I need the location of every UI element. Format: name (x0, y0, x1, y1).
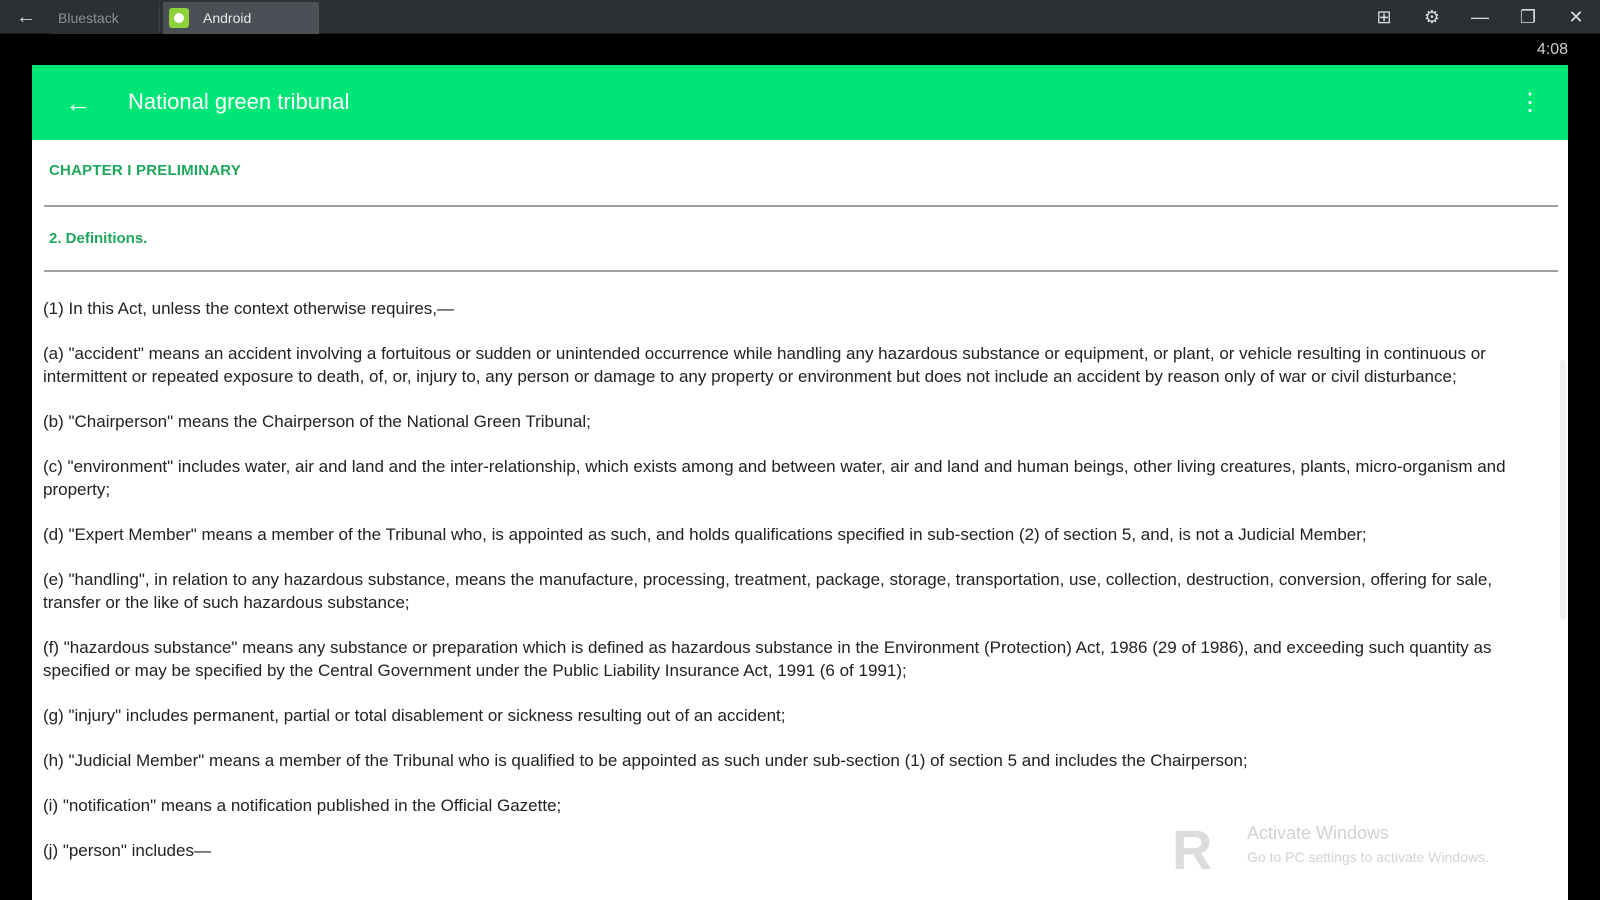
android-status-bar (0, 35, 1600, 65)
status-clock: 4:08 (1536, 41, 1568, 58)
gear-icon[interactable]: ⚙ (1423, 7, 1441, 27)
window-controls (1360, 0, 1600, 34)
close-icon[interactable]: ✕ (1568, 7, 1584, 27)
window-titlebar (0, 0, 1600, 34)
tab-bluestack[interactable] (50, 2, 160, 34)
paragraph: (h) "Judicial Member" means a member of the Tribunal who is qualified to be appointed as such under sub-section (1) of section 5 and includes the Chairperson; (43, 751, 1248, 770)
section-heading: 2. Definitions. (49, 230, 148, 247)
paragraph: (g) "injury" includes permanent, partial or total disablement or sickness resulting out of an accident; (43, 706, 786, 725)
back-arrow-icon[interactable]: ← (16, 6, 36, 28)
definitions-text (43, 297, 1543, 884)
tab-label: Android (203, 10, 252, 26)
watermark-logo-icon: R (1172, 818, 1213, 881)
watermark-subtitle: Go to PC settings to activate Windows. (1247, 849, 1489, 865)
back-arrow-icon[interactable]: ← (65, 88, 91, 118)
paragraph: (1) In this Act, unless the context otherwise requires,— (43, 299, 455, 318)
apps-grid-icon[interactable]: ⊞ (1376, 7, 1392, 27)
paragraph: (f) "hazardous substance" means any substance or preparation which is defined as hazardous substance in the Environment (Protection) Act, 1986 (29 of 1986), and exceeding such quantity as specified or may be specified by the Central Government under the Public Liability Insurance Act, 1991 (6 of 1991); (43, 638, 1492, 680)
restore-icon[interactable]: ❐ (1519, 7, 1537, 27)
overflow-menu-icon[interactable]: ⋮ (1518, 89, 1542, 116)
paragraph: (i) "notification" means a notification published in the Official Gazette; (43, 796, 562, 815)
app-toolbar (32, 65, 1568, 140)
chapter-heading: CHAPTER I PRELIMINARY (49, 162, 241, 179)
paragraph: (a) "accident" means an accident involving a fortuitous or sudden or unintended occurrence while handling any hazardous substance or equipment, or plant, or vehicle resulting in continuous or intermittent or repeated exposure to death, of, or, injury to, any person or damage to any property or environment but does not include an accident by reason only of war or civil disturbance; (43, 344, 1486, 386)
paragraph: (e) "handling", in relation to any hazardous substance, means the manufacture, processing, treatment, package, storage, transportation, use, collection, destruction, conversion, offering for sale, transfer or the like of such hazardous substance; (43, 570, 1493, 612)
minimize-icon[interactable]: — (1471, 7, 1489, 27)
document-content[interactable] (32, 140, 1568, 900)
paragraph: (c) "environment" includes water, air and land and the inter-relationship, which exists among and between water, air and land and human beings, other living creatures, plants, micro-organism and property; (43, 457, 1506, 499)
divider (44, 270, 1558, 272)
paragraph: (d) "Expert Member" means a member of the Tribunal who, is appointed as such, and holds qualifications specified in sub-section (2) of section 5, and, is not a Judicial Member; (43, 525, 1367, 544)
tab-label: Bluestack (58, 10, 119, 26)
scrollbar[interactable] (1560, 360, 1566, 620)
tab-android[interactable] (163, 2, 319, 34)
page-title: National green tribunal (128, 89, 350, 114)
paragraph: (j) "person" includes— (43, 841, 211, 860)
app-window (32, 65, 1568, 900)
watermark-title: Activate Windows (1247, 823, 1390, 843)
android-app-icon (169, 8, 189, 28)
divider (44, 205, 1558, 207)
paragraph: (b) "Chairperson" means the Chairperson of the National Green Tribunal; (43, 412, 591, 431)
